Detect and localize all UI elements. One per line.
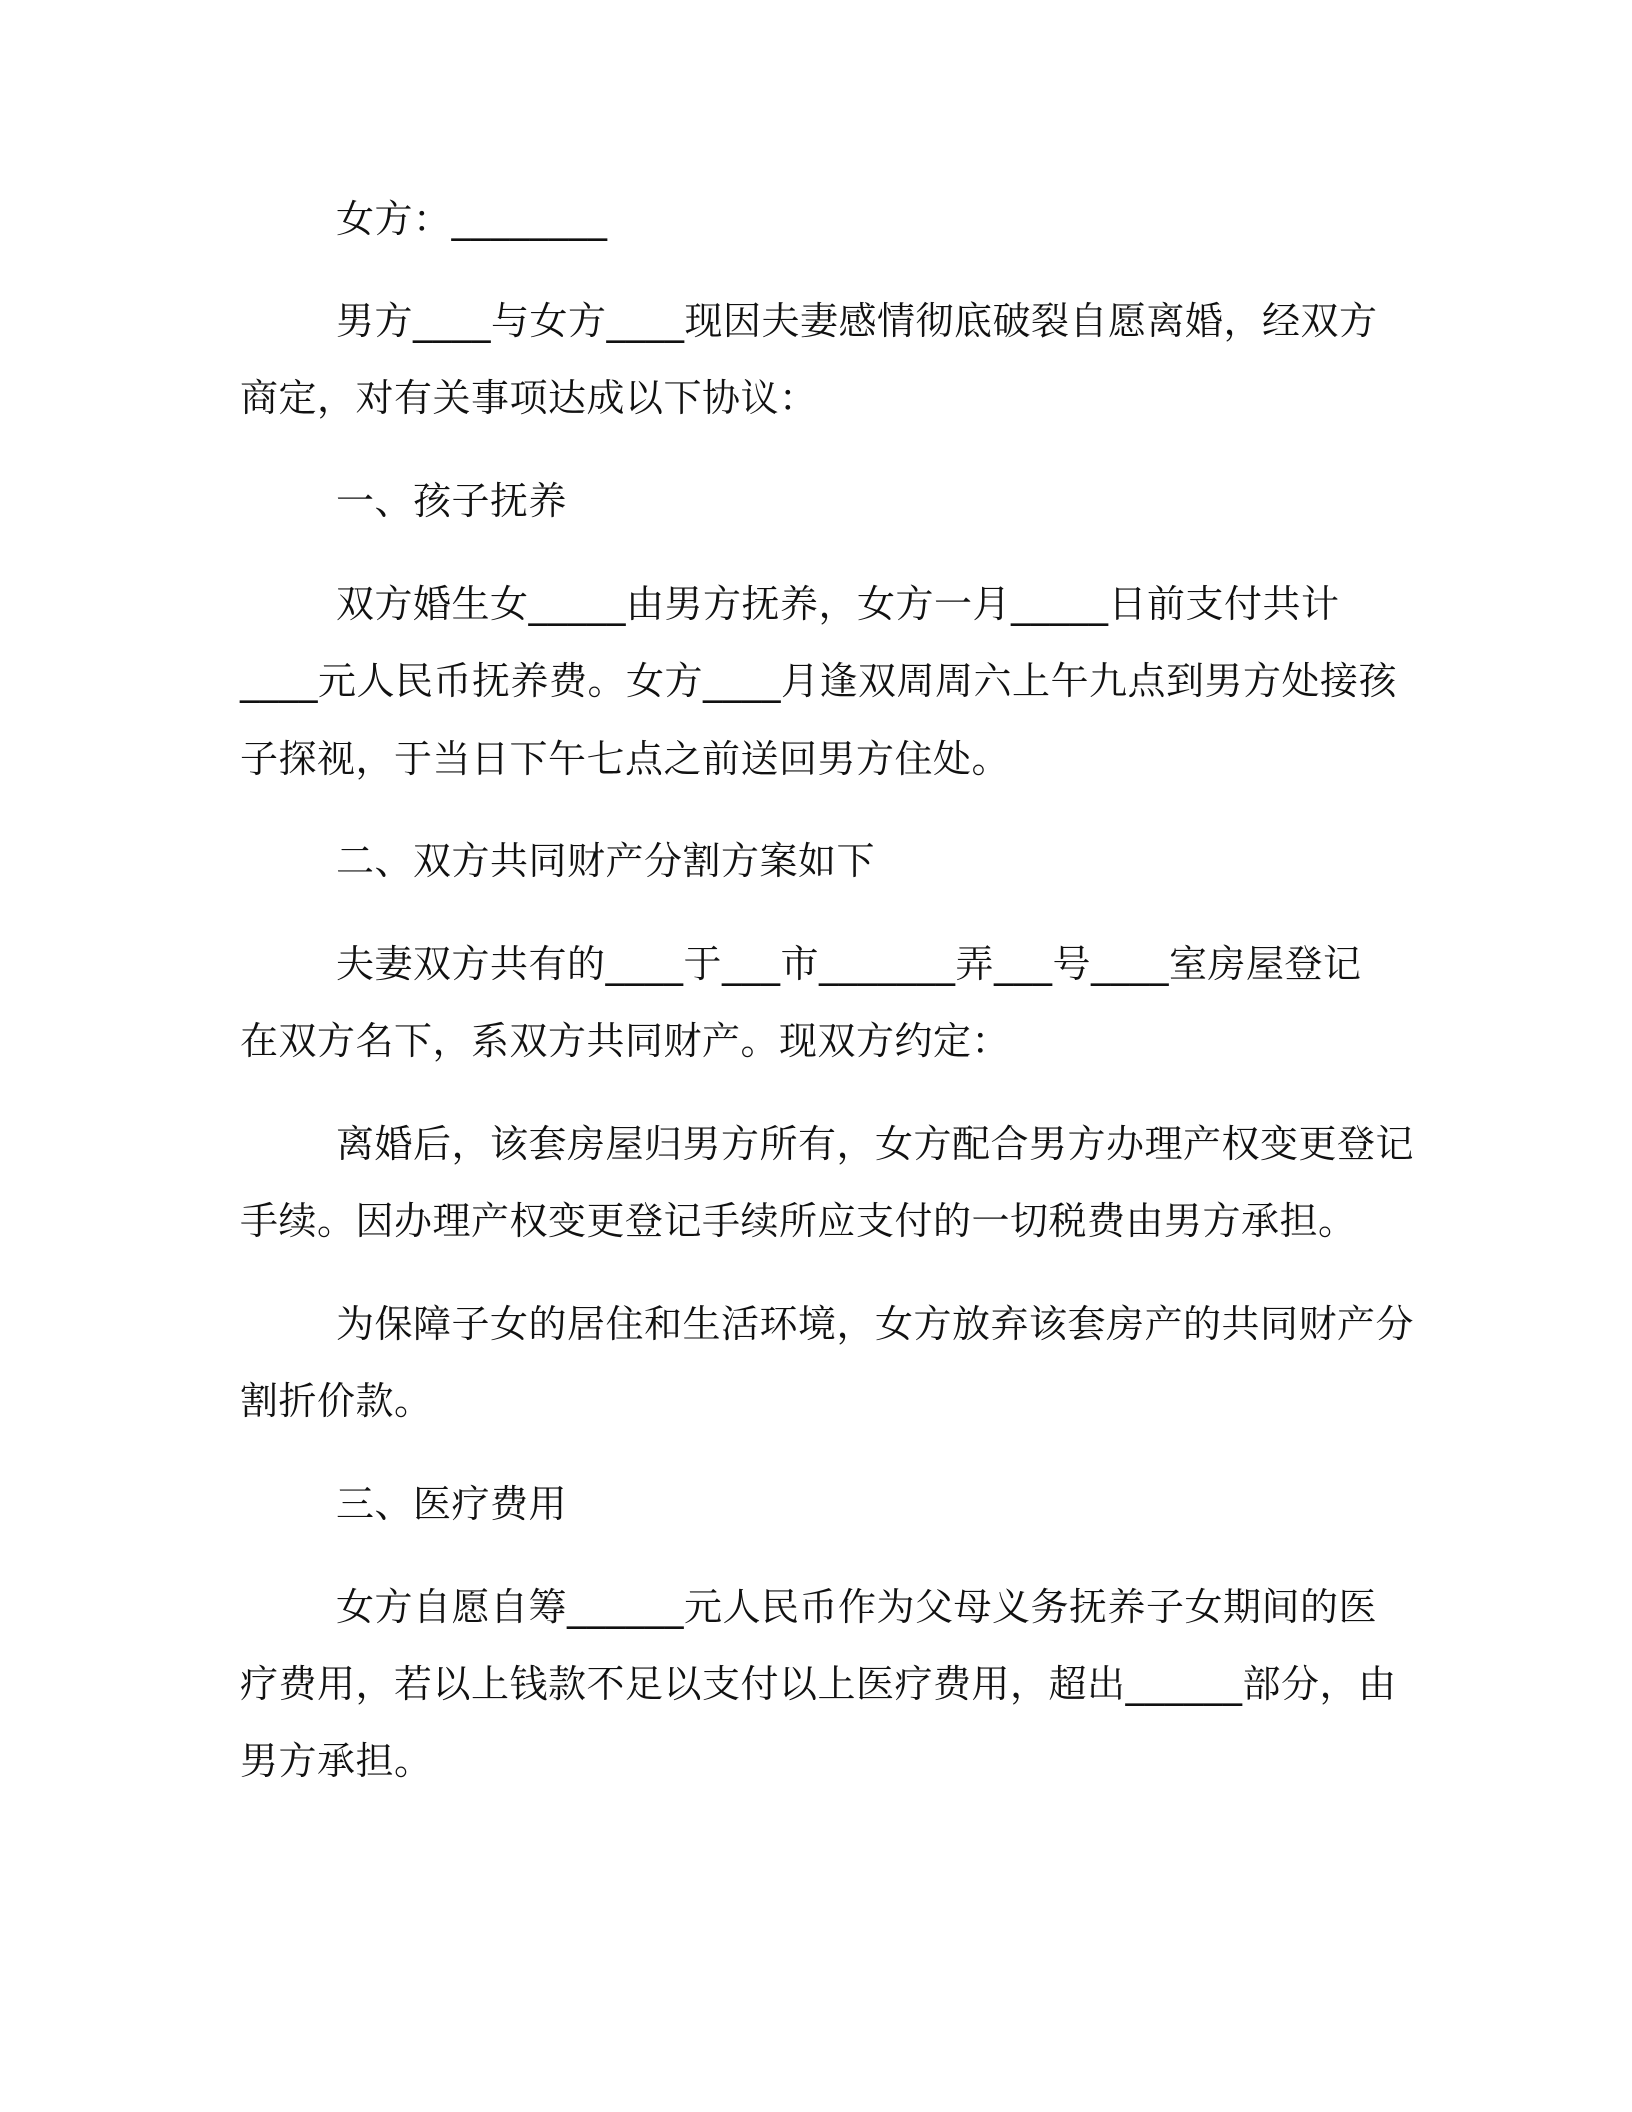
waiver-paragraph-line-2: 割折价款。 bbox=[240, 1379, 433, 1423]
house-paragraph-line-1: 离婚后，该套房屋归男方所有，女方配合男方办理产权变更登记 bbox=[336, 1122, 1415, 1166]
medical-paragraph-line-2: 疗费用，若以上钱款不足以支付以上医疗费用，超出______部分，由 bbox=[240, 1662, 1397, 1706]
intro-paragraph-line-2: 商定，对有关事项达成以下协议： bbox=[240, 376, 818, 420]
medical-paragraph-line-3: 男方承担。 bbox=[240, 1739, 433, 1783]
medical-paragraph-line-1: 女方自愿自筹______元人民币作为父母义务抚养子女期间的医 bbox=[336, 1585, 1378, 1629]
property-paragraph-line-2: 在双方名下，系双方共同财产。现双方约定： bbox=[240, 1019, 1011, 1063]
property-paragraph-line-1: 夫妻双方共有的____于___市_______弄___号____室房屋登记 bbox=[336, 942, 1362, 986]
section-heading-child-custody: 一、孩子抚养 bbox=[336, 479, 568, 523]
section-heading-property: 二、双方共同财产分割方案如下 bbox=[336, 839, 876, 883]
section-heading-medical: 三、医疗费用 bbox=[336, 1482, 568, 1526]
custody-paragraph-line-1: 双方婚生女_____由男方抚养，女方一月_____日前支付共计 bbox=[336, 582, 1340, 626]
custody-paragraph-line-3: 子探视，于当日下午七点之前送回男方住处。 bbox=[240, 737, 1011, 781]
custody-paragraph-line-2: ____元人民币抚养费。女方____月逢双周周六上午九点到男方处接孩 bbox=[240, 659, 1398, 703]
female-party-line: 女方：________ bbox=[336, 197, 608, 241]
intro-paragraph-line-1: 男方____与女方____现因夫妻感情彻底破裂自愿离婚，经双方 bbox=[336, 299, 1378, 343]
waiver-paragraph-line-1: 为保障子女的居住和生活环境，女方放弃该套房产的共同财产分 bbox=[336, 1302, 1415, 1346]
house-paragraph-line-2: 手续。因办理产权变更登记手续所应支付的一切税费由男方承担。 bbox=[240, 1199, 1357, 1243]
